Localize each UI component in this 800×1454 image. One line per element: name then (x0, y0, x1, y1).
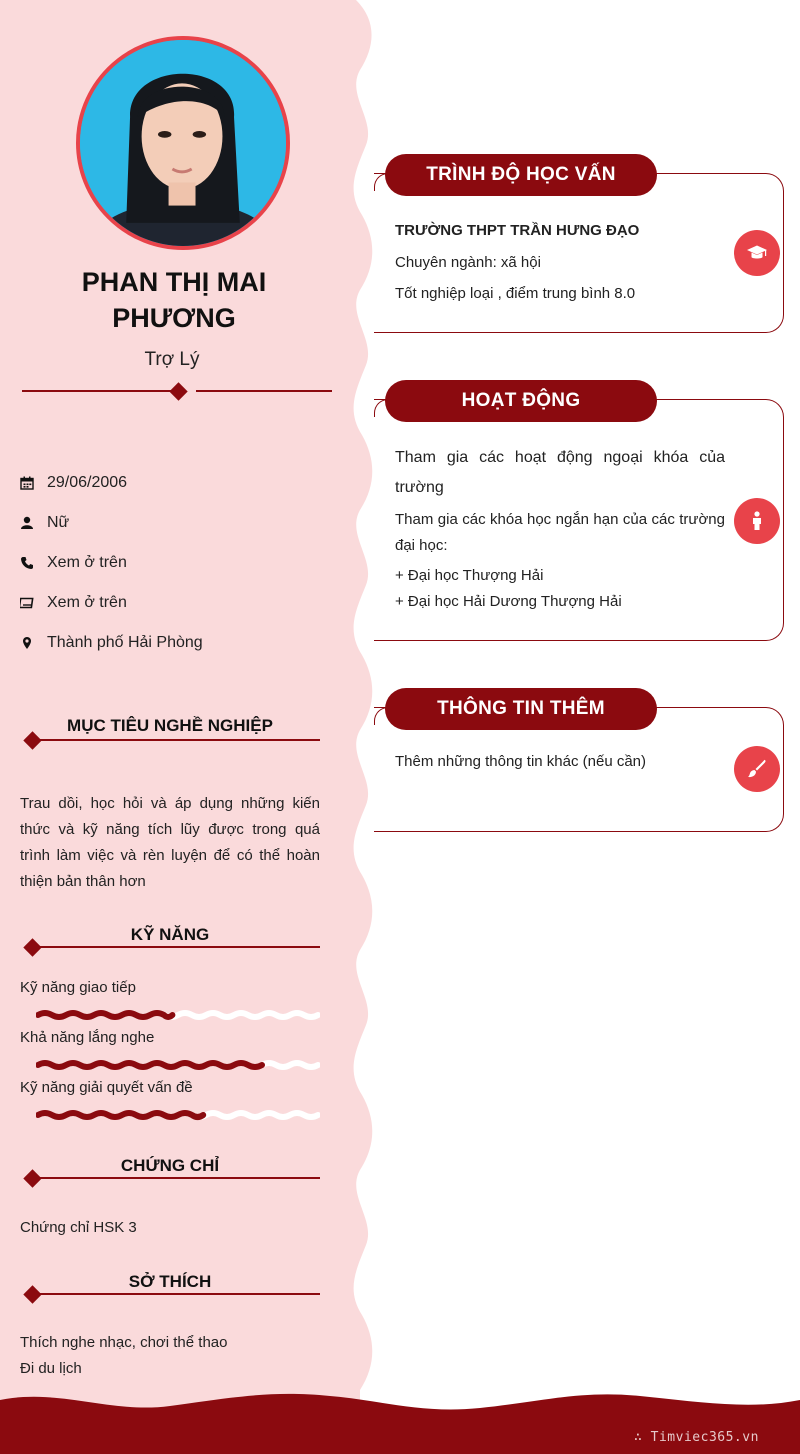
contact-value: Nữ (47, 514, 70, 531)
contact-value: 29/06/2006 (47, 474, 128, 491)
hobby-item: Thích nghe nhạc, chơi thể thao (20, 1334, 228, 1351)
title-divider-right (196, 390, 332, 392)
skill-bar-fill (38, 1113, 203, 1117)
skill-label: Kỹ năng giao tiếp (20, 979, 136, 996)
user-icon (20, 516, 34, 530)
certificates-title-line (34, 1177, 320, 1179)
contact-phone (20, 551, 127, 575)
additional-title: THÔNG TIN THÊM (385, 688, 657, 730)
education-major: Chuyên ngành: xã hội (395, 254, 541, 271)
paint-brush-icon (746, 758, 768, 780)
skill-bar-fill (38, 1013, 172, 1017)
hobbies-title-line (34, 1293, 320, 1295)
objective-title: MỤC TIÊU NGHỀ NGHIỆP (67, 716, 273, 735)
contact-address (20, 631, 203, 655)
contact-value: Xem ở trên (47, 594, 127, 611)
education-result: Tốt nghiệp loại , điểm trung bình 8.0 (395, 285, 636, 302)
skill-bar-fill (38, 1063, 262, 1067)
skills-title: KỸ NĂNG (130, 925, 210, 944)
contact-birthday (20, 471, 127, 495)
contact-gender (20, 511, 69, 535)
activities-icon-badge (734, 498, 780, 544)
activity-line: + Đại học Hải Dương Thượng Hải (395, 593, 622, 610)
contact-email (20, 591, 127, 615)
person-icon (746, 510, 768, 532)
contact-value: Xem ở trên (47, 554, 127, 571)
graduation-cap-icon (746, 242, 768, 264)
contact-value: Thành phố Hải Phòng (47, 634, 203, 651)
education-title: TRÌNH ĐỘ HỌC VẤN (385, 154, 657, 196)
skill-label: Khả năng lắng nghe (20, 1029, 155, 1046)
activity-line: Tham gia các khóa học ngắn hạn của các trường đại học: (395, 511, 725, 554)
email-icon (20, 596, 34, 610)
skill-label: Kỹ năng giải quyết vấn đề (20, 1079, 193, 1096)
map-pin-icon (20, 636, 34, 650)
footer-watermark: ∴ Timviec365.vn (634, 1430, 759, 1445)
objective-title-line (34, 739, 320, 741)
additional-text: Thêm những thông tin khác (nếu cần) (395, 753, 647, 770)
hobbies-title: SỞ THÍCH (128, 1272, 212, 1291)
hobby-item: Đi du lịch (20, 1360, 82, 1377)
activity-line: Tham gia các hoạt động ngoại khóa của trường (395, 449, 725, 496)
calendar-icon (20, 476, 34, 490)
activities-title: HOẠT ĐỘNG (385, 380, 657, 422)
objective-text: Trau dồi, học hỏi và áp dụng những kiến thức và kỹ năng tích lũy được trong quá trình làm việc và rèn luyện để có thể hoàn thiện bản thân hơn (20, 795, 320, 890)
education-icon-badge (734, 230, 780, 276)
job-title: Trợ Lý (144, 349, 200, 370)
activity-line: + Đại học Thượng Hải (395, 567, 544, 584)
skill-bar (36, 1108, 320, 1122)
phone-icon (20, 556, 34, 570)
profile-photo (76, 36, 290, 250)
skill-bar (36, 1058, 320, 1072)
certificate-item: Chứng chỉ HSK 3 (20, 1219, 137, 1236)
title-divider-left (22, 390, 172, 392)
skill-bar (36, 1008, 320, 1022)
education-school: TRƯỜNG THPT TRẦN HƯNG ĐẠO (395, 222, 640, 239)
skills-title-line (34, 946, 320, 948)
candidate-name: PHAN THỊ MAI PHƯƠNG (81, 267, 267, 333)
additional-icon-badge (734, 746, 780, 792)
certificates-title: CHỨNG CHỈ (120, 1156, 220, 1175)
